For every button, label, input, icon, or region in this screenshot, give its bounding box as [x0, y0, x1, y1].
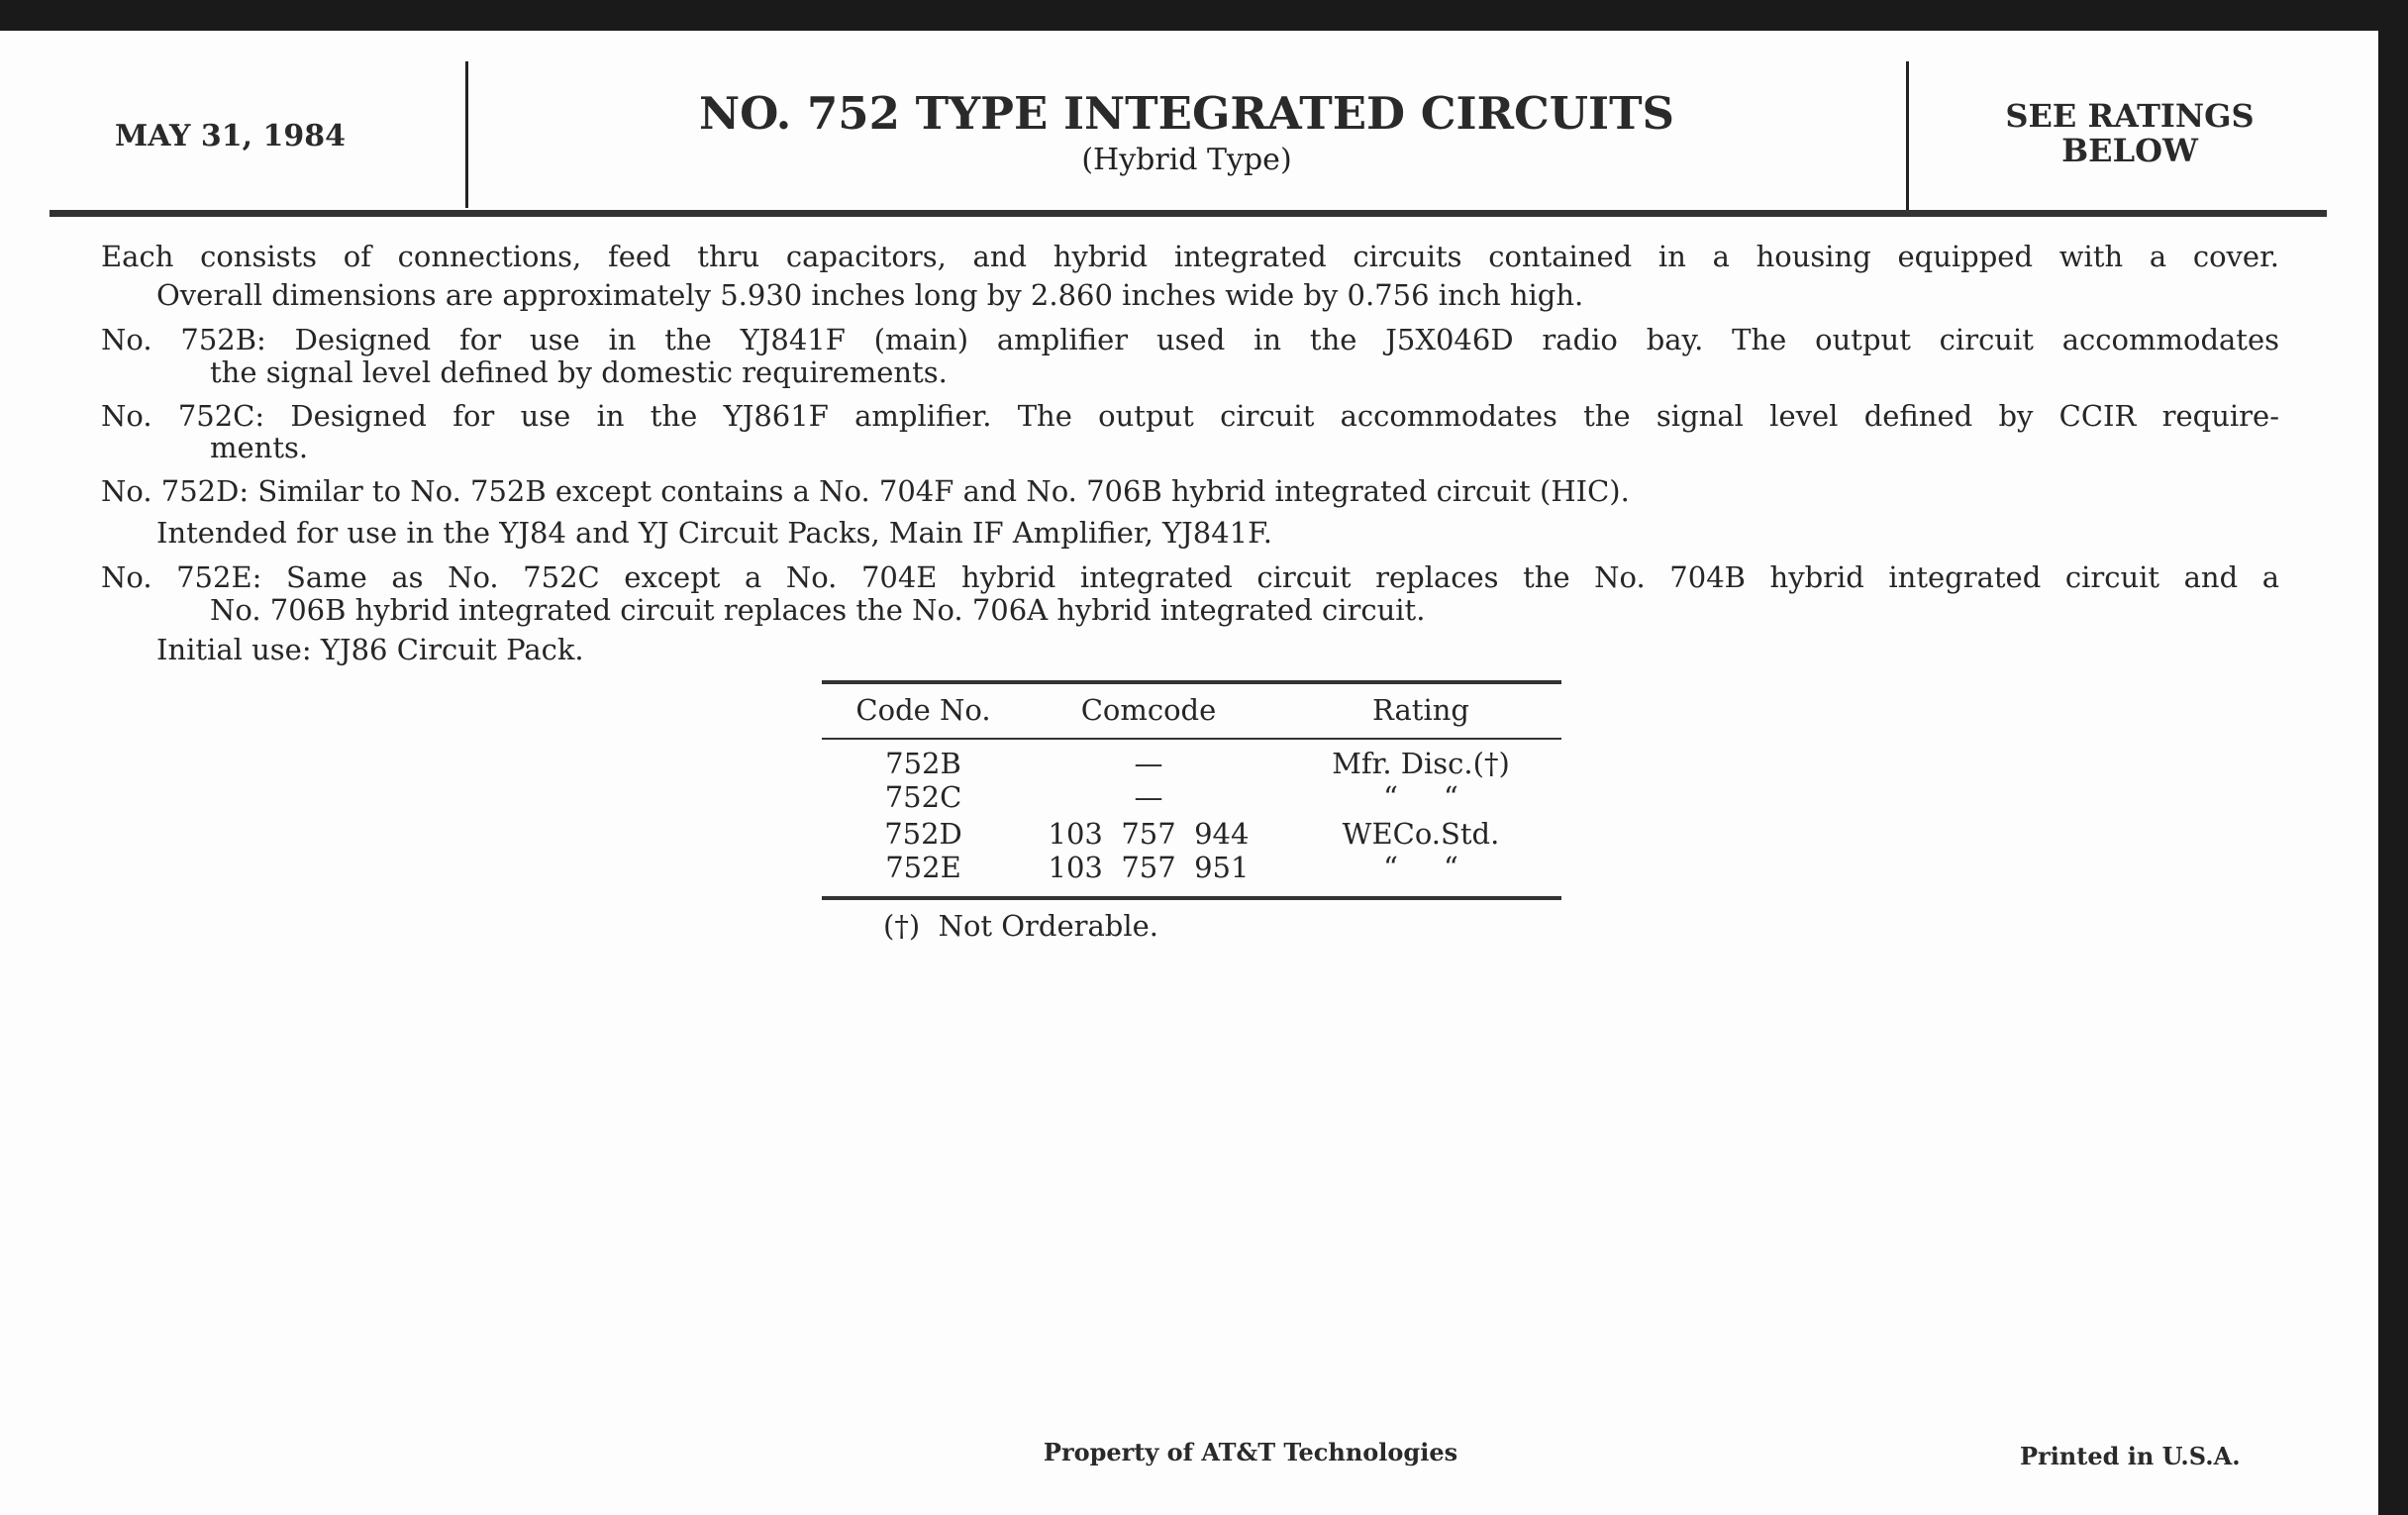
- p752e-line-1: No. 752E: Same as No. 752C except a No. 704E hybrid integrated circuit replaces the No. 704B hybrid integrated circuit and a: [101, 560, 2279, 594]
- footer-printed: Printed in U.S.A.: [2020, 1442, 2241, 1470]
- rating-cell: WECo.Std.: [1342, 817, 1500, 851]
- p752c-line-1: No. 752C: Designed for use in the YJ861F amplifier. The output circuit accommodates the signal level defined by CCIR require-: [101, 399, 2279, 433]
- comcode-cell: 103 757 951: [1048, 851, 1250, 884]
- issue-date: MAY 31, 1984: [115, 119, 346, 153]
- col-header-comcode: Comcode: [1080, 693, 1217, 727]
- p752d-line-1: No. 752D: Similar to No. 752B except contains a No. 704F and No. 706B hybrid integrated circuit (HIC).: [101, 474, 1630, 508]
- rating-cell: Mfr. Disc.(†): [1332, 747, 1510, 780]
- p752b-line-2: the signal level defined by domestic requirements.: [210, 355, 948, 389]
- p752b-line-1: No. 752B: Designed for use in the YJ841F (main) amplifier used in the J5X046D radio bay. The output circuit accommodates: [101, 323, 2279, 356]
- rating-cell: “ “: [1383, 780, 1458, 814]
- header-rule: [50, 210, 2327, 217]
- rating-cell: “ “: [1383, 851, 1458, 884]
- ratings-note-line2: BELOW: [2061, 132, 2198, 169]
- table-bottom-rule: [822, 896, 1561, 900]
- p752c-line-2: ments.: [210, 431, 309, 464]
- page-title: NO. 752 TYPE INTEGRATED CIRCUITS: [698, 87, 1675, 140]
- intro-line-2: Overall dimensions are approximately 5.930 inches long by 2.860 inches wide by 0.756 inch high.: [156, 278, 1584, 312]
- ratings-note-line1: SEE RATINGS: [2005, 97, 2255, 135]
- code-cell: 752C: [884, 780, 962, 814]
- code-cell: 752B: [885, 747, 961, 780]
- table-footnote: (†) Not Orderable.: [883, 909, 1159, 943]
- comcode-cell: —: [1134, 747, 1163, 780]
- p752e-line-2: No. 706B hybrid integrated circuit replaces the No. 706A hybrid integrated circuit.: [210, 593, 1426, 627]
- comcode-cell: 103 757 944: [1048, 817, 1250, 851]
- col-header-code: Code No.: [855, 693, 991, 727]
- col-header-rating: Rating: [1372, 693, 1469, 727]
- footer-property: Property of AT&T Technologies: [1043, 1438, 1458, 1466]
- page-subtitle: (Hybrid Type): [1081, 143, 1292, 177]
- table-top-rule: [822, 680, 1561, 684]
- code-cell: 752D: [884, 817, 962, 851]
- p752e-line-3: Initial use: YJ86 Circuit Pack.: [156, 633, 584, 666]
- table-header-rule: [822, 738, 1561, 740]
- code-cell: 752E: [885, 851, 961, 884]
- intro-line-1: Each consists of connections, feed thru capacitors, and hybrid integrated circuits contained in a housing equipped with a cover.: [101, 240, 2279, 273]
- p752d-line-2: Intended for use in the YJ84 and YJ Circuit Packs, Main IF Amplifier, YJ841F.: [156, 516, 1272, 550]
- comcode-cell: —: [1134, 780, 1163, 814]
